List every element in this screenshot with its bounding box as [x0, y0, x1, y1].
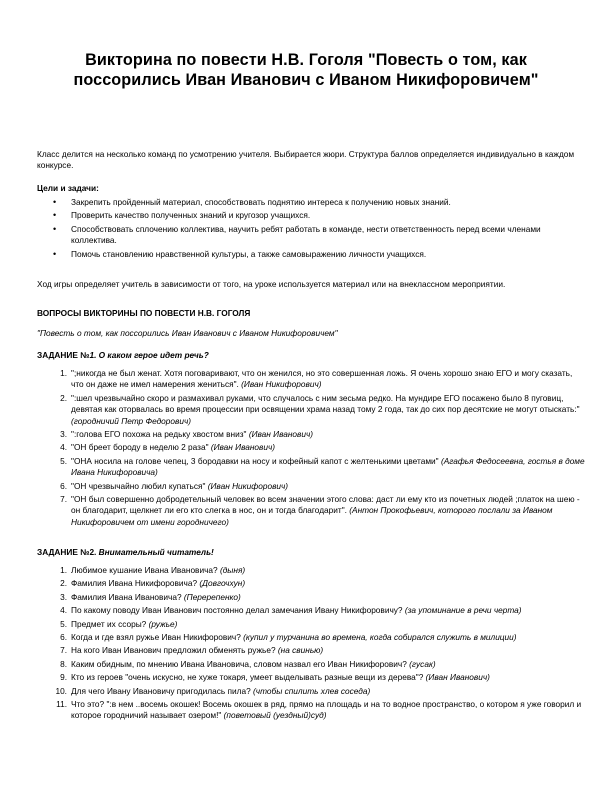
goals-list [37, 197, 585, 262]
question-item [37, 578, 585, 589]
task2-label: ЗАДАНИЕ №2. [37, 547, 99, 557]
goals-heading: Цели и задачи: [37, 183, 99, 193]
question-text: Когда и где взял ружье Иван Никифорович? [71, 632, 244, 643]
question-item [37, 699, 585, 722]
task2-list [37, 565, 585, 724]
task1-label: ЗАДАНИЕ № [37, 350, 90, 360]
question-item [37, 659, 585, 670]
goal-item: • Помочь становлению нравственной культуры, а также самовыражению личности учащихся. [37, 249, 585, 260]
question-text: По какому поводу Иван Иванович постоянно делал замечания Ивану Никифоровичу? [71, 605, 405, 616]
goal-item: • Проверить качество полученных знаний и кругозор учащихся. [37, 210, 585, 221]
question-number: 5. [60, 455, 67, 466]
task1-list [37, 368, 585, 530]
story-title: "Повесть о том, как поссорились Иван Иванович с Иваном Никифоровичем" [37, 328, 338, 338]
question-number: 3. [60, 429, 67, 440]
question-item [37, 632, 585, 643]
goal-item: • Закрепить пройденный материал, способствовать поднятию интереса к получению новых знаний. [37, 197, 585, 208]
task2-title: Внимательный читатель! [98, 547, 214, 557]
question-number: 4. [60, 605, 67, 616]
question-number: 8. [60, 658, 67, 669]
question-number: 3. [60, 591, 67, 602]
answer-text: (Иван Иванович) [210, 442, 276, 453]
game-paragraph: Ход игры определяет учитель в зависимости от того, на уроке используется материал или на внеклассном мероприятии. [37, 279, 506, 289]
answer-text: (купил у турчанина во времена, когда собирался служить в милиции) [243, 632, 517, 643]
question-text: ";никогда не был женат. Хотя поговаривают, что он женился, но это совершенная ложь. Я очень хорошо знаю ЕГО и могу сказать, что он даже не имел намерения жениться". [71, 368, 573, 390]
question-item [37, 592, 585, 603]
answer-text: (ружье) [148, 618, 178, 629]
answer-text: (на свинью) [277, 645, 324, 656]
question-item [37, 429, 585, 440]
task2-heading [37, 547, 585, 558]
question-item [37, 481, 585, 492]
question-item [37, 565, 585, 576]
question-number: 2. [60, 392, 67, 403]
question-text: Каким обидным, по мнению Ивана Ивановича, словом назвал его Иван Никифорович? [71, 658, 410, 669]
question-text: "ОНА носила на голове чепец, 3 бородавки на носу и кофейный капот с желтенькими цветами" [71, 455, 441, 466]
question-text: ":шел чрезвычайно скоро и размахивал руками, что случалось с ним зесьма редко. На мундире ЕГО посажено было 8 пуговиц, девятая как оторвалась во время процессии при освящении храма назад тому 2 года, так до сих пор десятские не могут отыскать:" [71, 392, 580, 415]
answer-text: (Иван Иванович) [425, 672, 490, 683]
question-number: 1. [60, 565, 67, 575]
answer-text: (городничий Петр Федорович) [71, 415, 192, 426]
question-text: Фамилия Ивана Ивановича? [71, 591, 184, 602]
answer-text: (Довгочхун) [199, 578, 246, 589]
question-number: 9. [60, 672, 67, 683]
question-item [37, 368, 585, 391]
intro-paragraph: Класс делится на несколько команд по усмотрению учителя. Выбирается жюри. Структура баллов определяется индивидуально в каждом конкурсе. [37, 149, 575, 171]
answer-text: (за упоминание в речи черта) [404, 605, 522, 616]
question-text: "ОН бреет бороду в неделю 2 раза" [71, 442, 211, 453]
goal-item: • Способствовать сплочению коллектива, научить ребят работать в команде, нести ответственность перед всеми членами коллектива. [37, 224, 585, 247]
question-number: 6. [60, 632, 67, 643]
question-number: 6. [60, 480, 67, 491]
document-title: Викторина по повести Н.В. Гоголя "Повесть о том, как поссорились Иван Иванович с Иваном Никифоровичем" [73, 51, 539, 89]
task1-title: 1. О каком герое идет речь? [89, 350, 209, 360]
question-text: ":голова ЕГО похожа на редьку хвостом вниз" [71, 429, 249, 440]
question-text: Для чего Ивану Ивановичу пригодилась пила? [71, 685, 254, 696]
task1-heading [37, 350, 585, 361]
question-text: Предмет их ссоры? [71, 618, 149, 629]
answer-text: (Иван Иванович) [248, 429, 314, 440]
question-item [37, 686, 585, 697]
question-number: 1. [60, 368, 67, 378]
question-text: Что это? ":в нем ..восемь окошек! Восемь окошек в ряд, прямо на площадь и на то водное пространство, о котором я уже говорил и которое городничий называет озером!" [71, 699, 582, 721]
question-item [37, 605, 585, 616]
answer-text: (Иван Никифорович) [207, 480, 289, 491]
answer-text: (гусак) [409, 658, 436, 669]
question-item [37, 442, 585, 453]
question-item [37, 494, 585, 528]
answer-text: (Агафья Федосеевна, гостья в доме Ивана Никифоровича) [71, 455, 585, 478]
question-number: 4. [60, 442, 67, 453]
question-text: Фамилия Ивана Никифоровича? [71, 578, 200, 589]
answer-text: (Иван Никифорович) [241, 379, 322, 390]
answer-text: (чтобы спилить хлев соседа) [253, 685, 371, 696]
question-number: 11. [56, 699, 67, 710]
questions-heading: ВОПРОСЫ ВИКТОРИНЫ ПО ПОВЕСТИ Н.В. ГОГОЛЯ [37, 308, 251, 318]
question-item [37, 393, 585, 427]
question-item [37, 672, 585, 683]
question-text: Кто из героев "очень искусно, не хуже токаря, умеет выделывать разные вещи из дерева"? [71, 672, 426, 683]
question-text: "ОН был совершенно добродетельный человек во всем значении этого слова: даст ли ему кто из почетных людей ;платок на шею - он благодарит, щелкнет ли его кто слегка в нос, он и тогда благодарит". [71, 494, 580, 516]
answer-text: (дыня) [219, 565, 246, 575]
question-item [37, 619, 585, 630]
question-text: Любимое кушание Ивана Ивановича? [71, 565, 220, 575]
question-number: 5. [60, 618, 67, 629]
question-text: "ОН чрезвычайно любил купаться" [71, 480, 208, 491]
question-number: 7. [60, 494, 67, 505]
question-number: 10. [55, 685, 67, 696]
question-item [37, 645, 585, 656]
question-text: На кого Иван Иванович предложил обменять ружье? [71, 645, 278, 656]
question-number: 2. [60, 578, 67, 589]
question-item [37, 456, 585, 479]
question-number: 7. [60, 645, 67, 656]
answer-text: (поветовый (уездный)суд) [223, 710, 327, 721]
answer-text: (Антон Прокофьевич, которого послали за Иваном Никифоровичем от имени городничего) [71, 505, 553, 527]
answer-text: (Перерепенко) [183, 591, 241, 602]
